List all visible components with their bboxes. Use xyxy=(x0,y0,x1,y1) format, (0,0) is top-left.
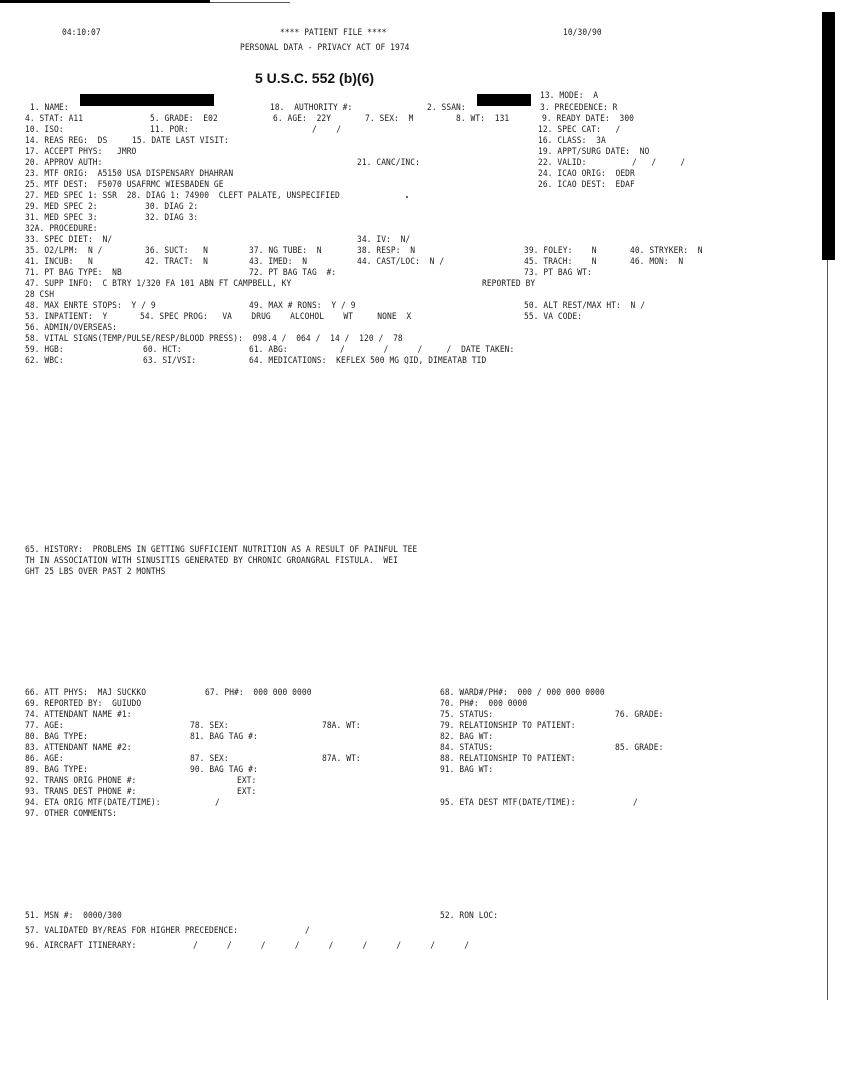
field-max-rons: 49. MAX # RONS: Y / 9 xyxy=(249,300,356,311)
field-por: 11. POR: xyxy=(150,124,189,135)
scan-edge-right-thin xyxy=(827,260,828,1000)
field-mon: 46. MON: N xyxy=(630,256,684,267)
field-aircraft-itinerary-value: / / / / / / / / / xyxy=(193,940,470,951)
field-attendant-1-relationship: 79. RELATIONSHIP TO PATIENT: xyxy=(440,720,576,731)
field-reas-reg: 14. REAS REG: DS xyxy=(25,135,108,146)
field-attendant-1-bag-tag: 81. BAG TAG #: xyxy=(190,731,258,742)
field-eta-dest-value: / xyxy=(633,797,638,808)
field-aircraft-itinerary: 96. AIRCRAFT ITINERARY: xyxy=(25,940,137,951)
field-attendant-2-wt: 87A. WT: xyxy=(322,753,361,764)
field-reported-by: 69. REPORTED BY: GUIUDO xyxy=(25,698,142,709)
field-validated-by-value: / xyxy=(305,925,310,936)
redacted-ssan xyxy=(477,94,531,106)
field-attendant-1-name: 74. ATTENDANT NAME #1: xyxy=(25,709,132,720)
field-trans-orig-phone: 92. TRANS ORIG PHONE #: xyxy=(25,775,137,786)
header-time: 04:10:07 xyxy=(62,27,101,38)
field-incub: 41. INCUB: N xyxy=(25,256,93,267)
field-med-spec-1: 27. MED SPEC 1: SSR 28. DIAG 1: 74900 CLEFT PALATE, UNSPECIFIED xyxy=(25,190,340,201)
field-attendant-2-relationship: 88. RELATIONSHIP TO PATIENT: xyxy=(440,753,576,764)
field-sex: 7. SEX: M xyxy=(365,113,414,124)
field-attendant-1-bag-wt: 82. BAG WT: xyxy=(440,731,494,742)
field-pt-bag-wt: 73. PT BAG WT: xyxy=(524,267,592,278)
field-attendant-2-grade: 85. GRADE: xyxy=(615,742,664,753)
field-reported-by-phone: 70. PH#: 000 0000 xyxy=(440,698,528,709)
field-mode: 13. MODE: A xyxy=(540,90,599,101)
field-diag-3: 32. DIAG 3: xyxy=(145,212,199,223)
field-pt-bag-type: 71. PT BAG TYPE: NB xyxy=(25,267,122,278)
header-subtitle: PERSONAL DATA - PRIVACY ACT OF 1974 xyxy=(240,42,410,53)
field-supp-info-cont: 28 CSH xyxy=(25,289,55,300)
header-title: **** PATIENT FILE **** xyxy=(280,27,387,38)
field-eta-dest: 95. ETA DEST MTF(DATE/TIME): xyxy=(440,797,576,808)
field-inpatient: 53. INPATIENT: Y xyxy=(25,311,108,322)
header-date: 10/30/90 xyxy=(563,27,602,38)
field-spec-prog: 54. SPEC PROG: VA DRUG ALCOHOL WT NONE X xyxy=(140,311,412,322)
field-attendant-2-bag-wt: 91. BAG WT: xyxy=(440,764,494,775)
field-class: 16. CLASS: 3A xyxy=(538,135,606,146)
field-validated-by: 57. VALIDATED BY/REAS FOR HIGHER PRECEDENCE: xyxy=(25,925,239,936)
field-ssan: 2. SSAN: xyxy=(427,102,466,113)
field-valid-date: / / / xyxy=(632,157,686,168)
field-si-vsi: 63. SI/VSI: xyxy=(143,355,197,366)
field-suct: 36. SUCT: N xyxy=(145,245,208,256)
scan-edge-top xyxy=(0,0,210,3)
field-attendant-1-status: 75. STATUS: xyxy=(440,709,494,720)
field-authority: 18. AUTHORITY #: xyxy=(270,102,353,113)
field-reported-by-inline: REPORTED BY xyxy=(482,278,536,289)
field-ward-phone: 68. WARD#/PH#: 000 / 000 000 0000 xyxy=(440,687,605,698)
field-icao-orig: 24. ICAO ORIG: OEDR xyxy=(538,168,635,179)
field-diag-2: 30. DIAG 2: xyxy=(145,201,199,212)
field-attendant-2-bag-tag: 90. BAG TAG #: xyxy=(190,764,258,775)
field-med-spec-2: 29. MED SPEC 2: xyxy=(25,201,98,212)
field-hgb: 59. HGB: xyxy=(25,344,64,355)
field-appt-surg-date: 19. APPT/SURG DATE: NO xyxy=(538,146,650,157)
field-wt: 8. WT: 131 xyxy=(456,113,510,124)
field-procedure: 32A. PROCEDURE: xyxy=(25,223,98,234)
field-attendant-2-status: 84. STATUS: xyxy=(440,742,494,753)
field-ron-loc: 52. RON LOC: xyxy=(440,910,499,921)
field-history: 65. HISTORY: PROBLEMS IN GETTING SUFFICIENT NUTRITION AS A RESULT OF PAINFUL TEE xyxy=(25,544,418,555)
field-mtf-orig: 23. MTF ORIG: A5150 USA DISPENSARY DHAHRAN xyxy=(25,168,234,179)
field-approv-auth: 20. APPROV AUTH: xyxy=(25,157,103,168)
field-icao-dest: 26. ICAO DEST: EDAF xyxy=(538,179,635,190)
field-date-last-visit: 15. DATE LAST VISIT: xyxy=(132,135,229,146)
field-msn: 51. MSN #: 0000/300 xyxy=(25,910,122,921)
field-attendant-1-sex: 78. SEX: xyxy=(190,720,229,731)
field-imed: 43. IMED: N xyxy=(249,256,308,267)
field-att-phys: 66. ATT PHYS: MAJ SUCKKO xyxy=(25,687,147,698)
field-attendant-2-sex: 87. SEX: xyxy=(190,753,229,764)
field-iv: 34. IV: N/ xyxy=(357,234,411,245)
scan-edge-right xyxy=(822,12,835,260)
field-iso: 10. ISO: xyxy=(25,124,64,135)
field-vital-signs: 58. VITAL SIGNS(TEMP/PULSE/RESP/BLOOD PRESS): 098.4 / 064 / 14 / 120 / 78 xyxy=(25,333,403,344)
field-resp: 38. RESP: N xyxy=(357,245,416,256)
field-medications: 64. MEDICATIONS: KEFLEX 500 MG QID, DIMEATAB TID xyxy=(249,355,487,366)
field-grade: 5. GRADE: E02 xyxy=(150,113,218,124)
field-attendant-2-age: 86. AGE: xyxy=(25,753,64,764)
field-canc-inc: 21. CANC/INC: xyxy=(357,157,420,168)
field-abg: 61. ABG: xyxy=(249,344,288,355)
field-wbc: 62. WBC: xyxy=(25,355,64,366)
field-stat: 4. STAT: A11 xyxy=(25,113,84,124)
field-alt-rest: 50. ALT REST/MAX HT: N / xyxy=(524,300,646,311)
field-supp-info: 47. SUPP INFO: C BTRY 1/320 FA 101 ABN FT CAMPBELL, KY xyxy=(25,278,292,289)
field-max-enrte-stops: 48. MAX ENRTE STOPS: Y / 9 xyxy=(25,300,156,311)
field-o2-lpm: 35. O2/LPM: N / xyxy=(25,245,103,256)
field-med-spec-3: 31. MED SPEC 3: xyxy=(25,212,98,223)
field-name: 1. NAME: xyxy=(30,102,69,113)
field-foley: 39. FOLEY: N xyxy=(524,245,597,256)
redacted-name xyxy=(80,94,214,106)
field-eta-orig: 94. ETA ORIG MTF(DATE/TIME): xyxy=(25,797,161,808)
field-attendant-1-bag-type: 80. BAG TYPE: xyxy=(25,731,88,742)
field-spec-diet: 33. SPEC DIET: N/ xyxy=(25,234,113,245)
field-valid: 22. VALID: xyxy=(538,157,587,168)
field-attendant-2-bag-type: 89. BAG TYPE: xyxy=(25,764,88,775)
field-pt-bag-tag: 72. PT BAG TAG #: xyxy=(249,267,337,278)
scan-speck xyxy=(406,196,408,198)
field-eta-orig-value: / xyxy=(215,797,220,808)
field-attendant-1-age: 77. AGE: xyxy=(25,720,64,731)
field-age: 6. AGE: 22Y xyxy=(273,113,332,124)
field-precedence: 3. PRECEDENCE: R xyxy=(540,102,618,113)
field-por-date: / / xyxy=(312,124,342,135)
field-date-taken: / / / / DATE TAKEN: xyxy=(340,344,515,355)
field-trans-orig-ext: EXT: xyxy=(237,775,257,786)
field-accept-phys: 17. ACCEPT PHYS: JMRO xyxy=(25,146,137,157)
field-ready-date: 9. READY DATE: 300 xyxy=(542,113,635,124)
field-stryker: 40. STRYKER: N xyxy=(630,245,703,256)
field-spec-cat: 12. SPEC CAT: / xyxy=(538,124,621,135)
field-trans-dest-ext: EXT: xyxy=(237,786,257,797)
field-attendant-1-wt: 78A. WT: xyxy=(322,720,361,731)
field-trans-dest-phone: 93. TRANS DEST PHONE #: xyxy=(25,786,137,797)
field-attendant-1-grade: 76. GRADE: xyxy=(615,709,664,720)
field-tract: 42. TRACT: N xyxy=(145,256,208,267)
field-att-phys-phone: 67. PH#: 000 000 0000 xyxy=(205,687,312,698)
field-hct: 60. HCT: xyxy=(143,344,182,355)
exemption-stamp: 5 U.S.C. 552 (b)(6) xyxy=(255,70,375,86)
field-cast-loc: 44. CAST/LOC: N / xyxy=(357,256,445,267)
field-ng-tube: 37. NG TUBE: N xyxy=(249,245,322,256)
field-history-line-3: GHT 25 LBS OVER PAST 2 MONTHS xyxy=(25,566,166,577)
field-va-code: 55. VA CODE: xyxy=(524,311,583,322)
field-admin-overseas: 56. ADMIN/OVERSEAS: xyxy=(25,322,118,333)
field-other-comments: 97. OTHER COMMENTS: xyxy=(25,808,118,819)
field-mtf-dest: 25. MTF DEST: F5070 USAFRMC WIESBADEN GE xyxy=(25,179,224,190)
field-trach: 45. TRACH: N xyxy=(524,256,597,267)
field-attendant-2-name: 83. ATTENDANT NAME #2: xyxy=(25,742,132,753)
scan-edge-top-thin xyxy=(210,2,290,3)
field-history-line-2: TH IN ASSOCIATION WITH SINUSITIS GENERATED BY CHRONIC GROANGRAL FISTULA. WEI xyxy=(25,555,398,566)
